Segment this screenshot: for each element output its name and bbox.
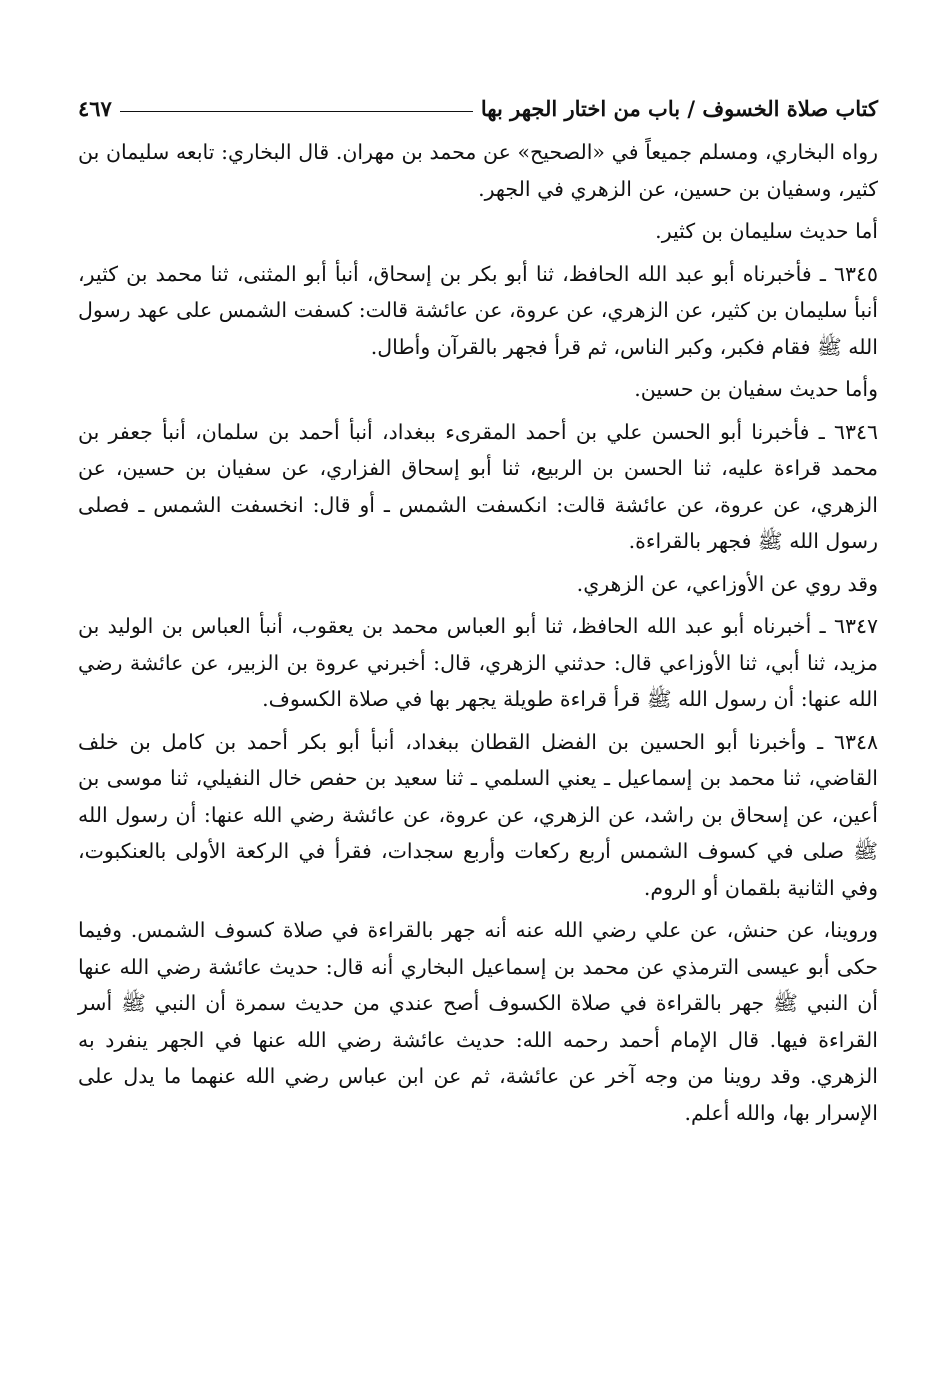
book-page xyxy=(78,88,878,1131)
body-text xyxy=(78,134,878,1131)
paragraph-heading-sufyan: وأما حديث سفيان بن حسين. xyxy=(634,377,878,401)
paragraph-hadith-6348: ٦٣٤٨ ـ وأخبرنا أبو الحسين بن الفضل القطان ببغداد، أنبأ أبو بكر أحمد بن كامل بن خلف القاضي، ثنا محمد بن إسماعيل ـ يعني السلمي ـ ثنا سعيد بن حفص خال النفيلي، ثنا موسى بن أعين، عن إسحاق بن راشد، عن الزهري، عن عروة، عن عائشة رضي الله عنها: أن رسول الله ﷺ صلى في كسوف الشمس أربع ركعات وأربع سجدات، فقرأ في الركعة الأولى بالعنكبوت، وفي الثانية بلقمان أو الروم. xyxy=(78,729,878,900)
paragraph-hadith-6346: ٦٣٤٦ ـ فأخبرنا أبو الحسن علي بن أحمد المقرىء ببغداد، أنبأ أحمد بن سلمان، أنبأ جعفر بن محمد قراءة عليه، ثنا الحسن بن الربيع، ثنا أبو إسحاق الفزاري، عن سفيان بن حسين، عن الزهري، عن عروة، عن عائشة قالت: انكسفت الشمس ـ أو قال: انخسفت الشمس ـ فصلى رسول الله ﷺ فجهر بالقراءة. xyxy=(78,419,878,553)
paragraph-narration: رواه البخاري، ومسلم جميعاً في «الصحيح» عن محمد بن مهران. قال البخاري: تابعه سليمان بن كثير، وسفيان بن حسين، عن الزهري في الجهر. xyxy=(78,140,878,201)
paragraph-hadith-6347: ٦٣٤٧ ـ أخبرناه أبو عبد الله الحافظ، ثنا أبو العباس محمد بن يعقوب، أنبأ العباس بن الوليد بن مزيد، ثنا أبي، ثنا الأوزاعي قال: حدثني الزهري، قال: أخبرني عروة بن الزبير، عن عائشة رضي الله عنها: أن رسول الله ﷺ قرأ قراءة طويلة يجهر بها في صلاة الكسوف. xyxy=(78,614,878,711)
header-rule xyxy=(120,111,473,112)
paragraph-heading-sulayman: أما حديث سليمان بن كثير. xyxy=(655,219,878,243)
chapter-title: كتاب صلاة الخسوف / باب من اختار الجهر بها xyxy=(480,95,878,121)
paragraph-awzai-note: وقد روي عن الأوزاعي، عن الزهري. xyxy=(576,571,878,596)
paragraph-commentary: وروينا، عن حنش، عن علي رضي الله عنه أنه جهر بالقراءة في صلاة كسوف الشمس. وفيما حكى أبو عيسى الترمذي عن محمد بن إسماعيل البخاري أنه قال: حديث عائشة رضي الله عنها أن النبي ﷺ جهر بالقراءة في صلاة الكسوف أصح عندي من حديث سمرة أن النبي ﷺ أسر القراءة فيها. قال الإمام أحمد رحمه الله: حديث عائشة رضي الله عنها في الجهر ينفرد به الزهري. وقد روينا من وجه آخر عن عائشة، ثم عن ابن عباس رضي الله عنهما ما يدل على الإسرار بها، والله أعلم. xyxy=(78,918,878,1125)
paragraph-hadith-6345: ٦٣٤٥ ـ فأخبرناه أبو عبد الله الحافظ، ثنا أبو بكر بن إسحاق، أنبأ أبو المثنى، ثنا محمد بن كثير، أنبأ سليمان بن كثير، عن الزهري، عن عروة، عن عائشة قالت: كسفت الشمس على عهد رسول الله ﷺ فقام فكبر، وكبر الناس، ثم قرأ فجهر بالقرآن وأطال. xyxy=(78,261,878,359)
running-header xyxy=(78,88,878,128)
page-number: ٤٦٧ xyxy=(78,95,112,121)
